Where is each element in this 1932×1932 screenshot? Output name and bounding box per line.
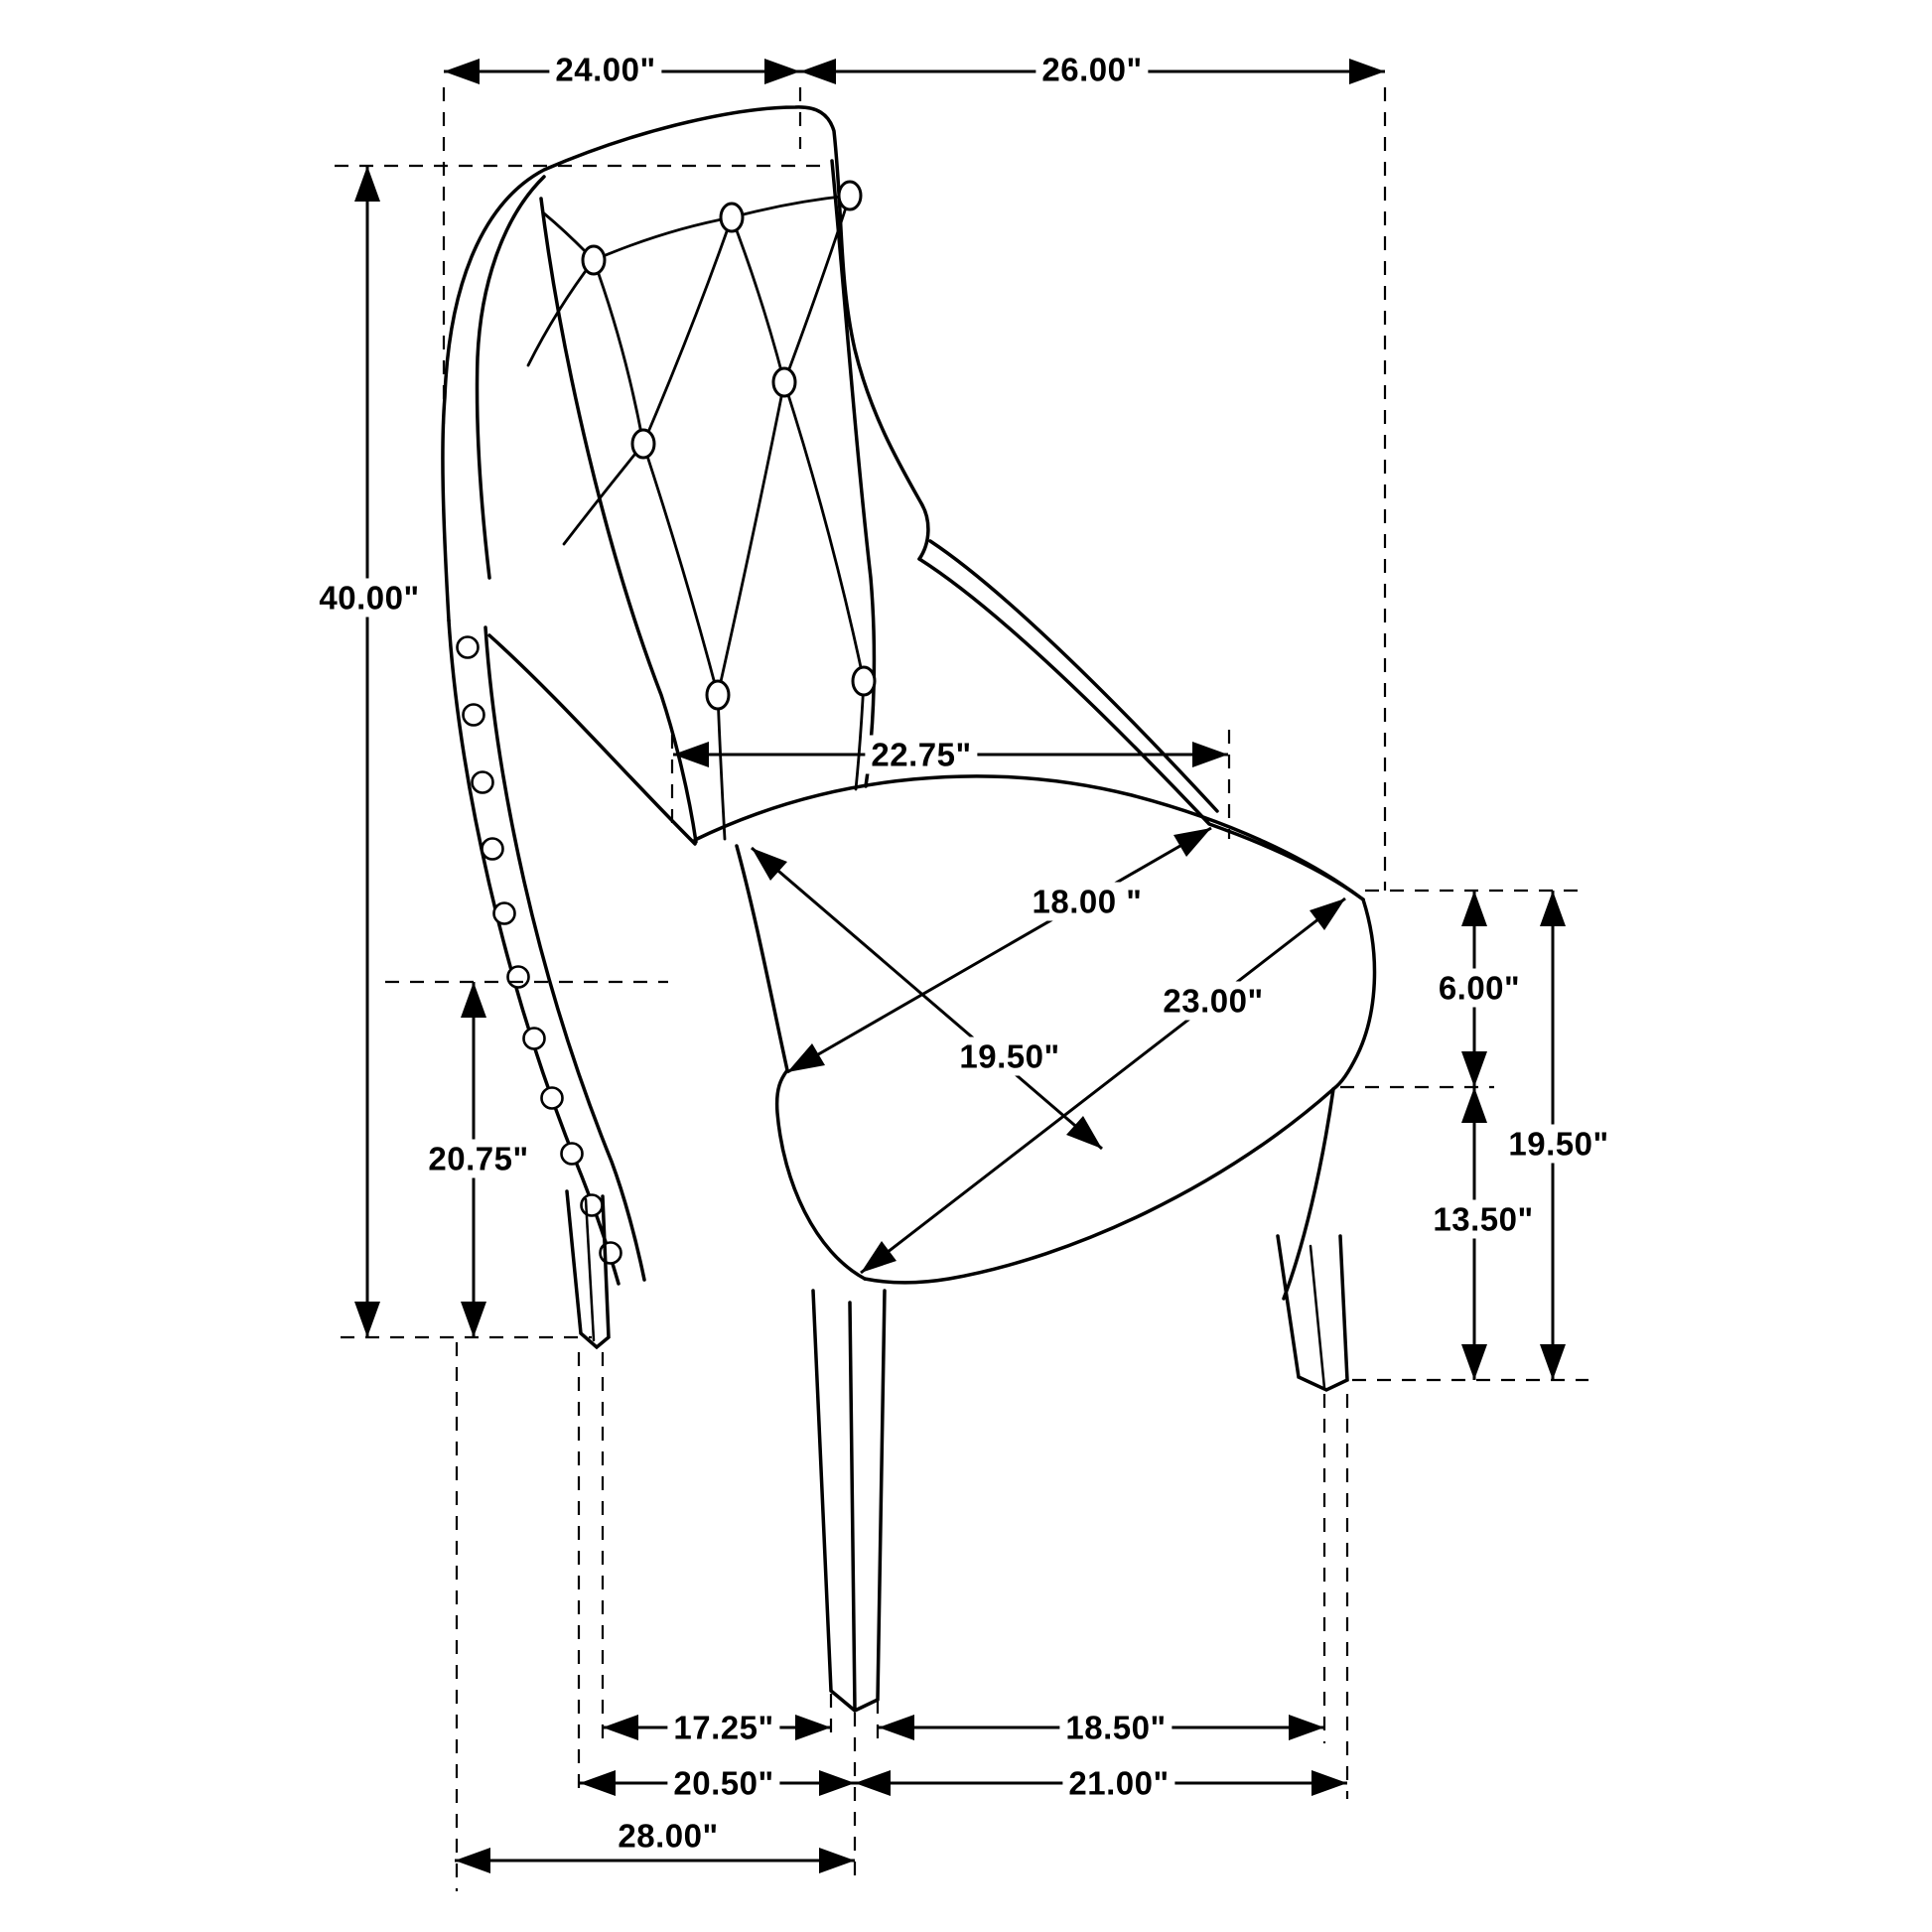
- dim-label-seat-height: 19.50": [1502, 1125, 1614, 1164]
- dim-label-arm-height: 20.75": [422, 1140, 534, 1178]
- dim-label-seat-width: 19.50": [953, 1037, 1065, 1076]
- dim-label-leg-height: 13.50": [1427, 1200, 1539, 1239]
- seat-top-edge: [695, 776, 1363, 899]
- dim-label-back-width-top: 24.00": [549, 51, 661, 89]
- dim-label-overall-height: 40.00": [313, 579, 425, 618]
- construction-dashed-lines: [335, 87, 1588, 1891]
- tufting-lattice: [528, 196, 864, 839]
- dim-label-leg-spacing-side: 18.50": [1059, 1709, 1172, 1747]
- dim-label-base-width-left: 20.50": [667, 1764, 779, 1803]
- chair-line-art: [443, 107, 1375, 1711]
- seat-left-edge: [737, 846, 787, 1070]
- dim-label-seat-depth: 18.00 ": [1027, 883, 1149, 921]
- front-left-leg: [813, 1291, 885, 1711]
- dim-label-base-width-right: 21.00": [1062, 1764, 1174, 1803]
- seat-underside-right: [1284, 1089, 1333, 1299]
- tufting-buttons: [583, 182, 875, 709]
- dim-label-seat-diagonal: 23.00": [1157, 982, 1269, 1021]
- dim-label-cushion-thickness: 6.00": [1433, 969, 1526, 1008]
- arm-top-edge: [489, 635, 695, 844]
- dim-label-back-width-at-seat: 22.75": [865, 736, 977, 774]
- seat-front-left-edge: [777, 1070, 865, 1279]
- seat-front-edge: [865, 1089, 1333, 1283]
- wing-inner-line: [478, 177, 544, 578]
- nailhead-trim-band: [449, 621, 644, 1284]
- dimension-arrowheads: [354, 59, 1566, 1873]
- seat-right-edge: [1333, 899, 1374, 1089]
- chair-legs: [567, 1191, 1347, 1711]
- dim-label-overall-depth-floor: 28.00": [618, 1817, 719, 1855]
- dim-label-leg-spacing-rear: 17.25": [667, 1709, 779, 1747]
- dim-label-depth-top: 26.00": [1035, 51, 1148, 89]
